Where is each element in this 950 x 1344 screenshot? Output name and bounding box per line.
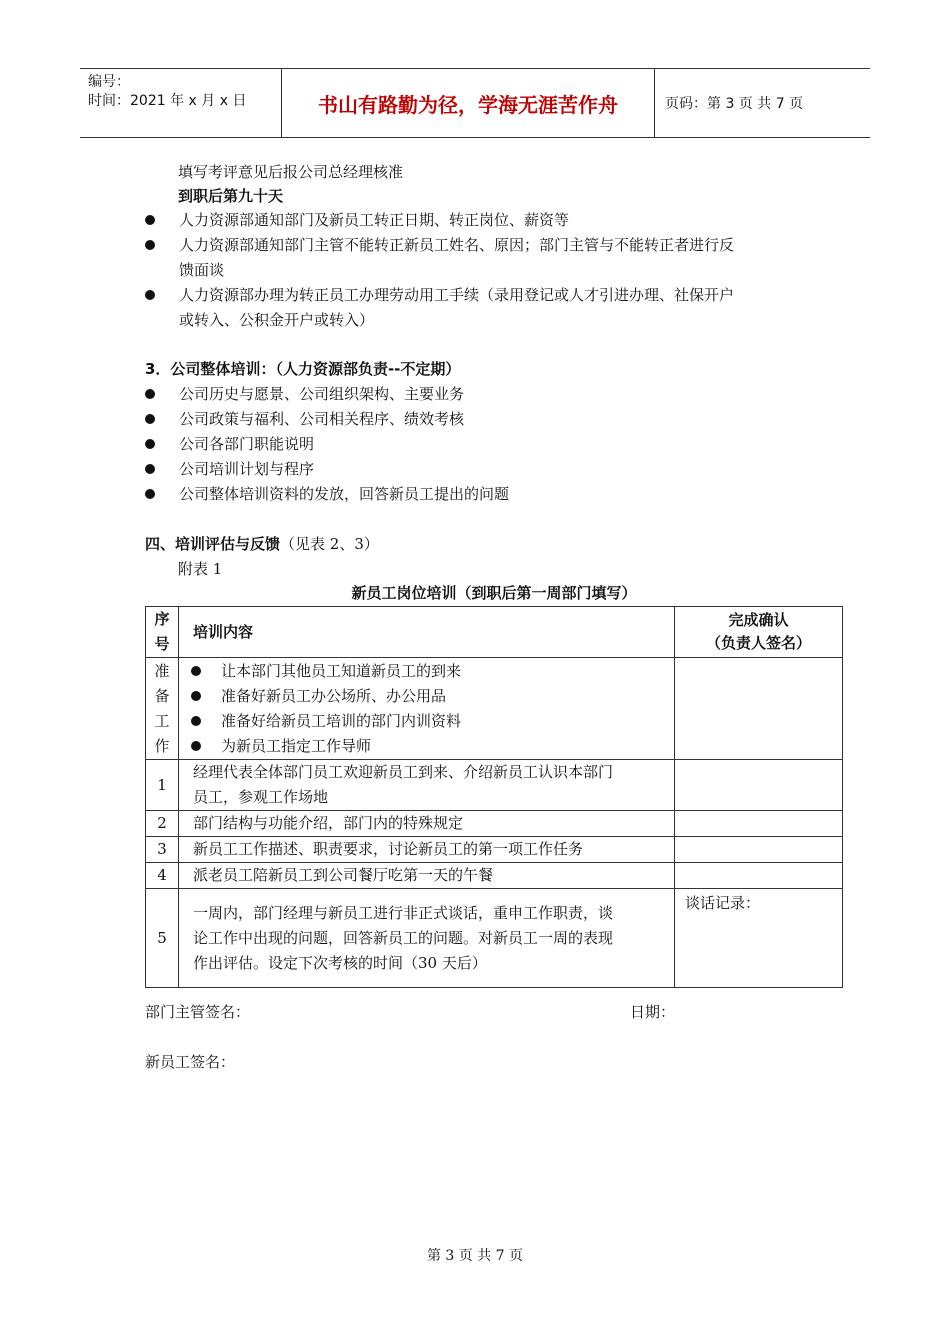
- header-time: 时间：2021 年 x 月 x 日: [88, 93, 247, 109]
- row-content: 部门结构与功能介绍，部门内的特殊规定: [179, 811, 675, 837]
- header-confirm-cell: 完成确认 （负责人签名）: [675, 607, 843, 658]
- section4-heading-line: [145, 532, 379, 556]
- bullet-icon: [145, 414, 155, 424]
- section4-note: （见表 2、3）: [280, 535, 379, 553]
- bullet-icon: [145, 389, 155, 399]
- bullet-icon: [191, 716, 201, 726]
- list-item: 公司整体培训资料的发放，回答新员工提出的问题: [145, 482, 825, 507]
- header-number: 编号：: [88, 74, 130, 90]
- appendix-label: 附表 1: [178, 560, 223, 578]
- row-content: 派老员工陪新员工到公司餐厅吃第一天的午餐: [179, 863, 675, 889]
- header-info: [80, 69, 282, 137]
- header-content-cell: 培训内容: [179, 607, 675, 658]
- header-motto: 书山有路勤为径，学海无涯苦作舟: [282, 69, 655, 137]
- signature-cell[interactable]: [675, 837, 843, 863]
- prep-items-cell: [179, 658, 675, 760]
- signature-cell[interactable]: [675, 863, 843, 889]
- dept-manager-signature: 部门主管签名：: [145, 1003, 251, 1021]
- signature-cell[interactable]: [675, 658, 843, 760]
- date-label: 日期：: [630, 1003, 676, 1021]
- section3-heading: 3．公司整体培训：（人力资源部负责--不定期）: [145, 360, 461, 378]
- bullet-icon: [145, 290, 155, 300]
- bullet-icon: [145, 464, 155, 474]
- list-item: 公司培训计划与程序: [145, 457, 825, 482]
- section4-heading: 四、培训评估与反馈: [145, 535, 281, 553]
- list-item: 准备好给新员工培训的部门内训资料: [189, 709, 668, 734]
- signature-cell[interactable]: [675, 760, 843, 811]
- bullet-icon: [145, 240, 155, 250]
- table-row: [146, 863, 843, 889]
- prep-label-cell: 准 备 工 作: [146, 658, 179, 760]
- list-item: 人力资源部通知部门主管不能转正新员工姓名、原因；部门主管与不能转正者进行反 馈面谈: [145, 233, 825, 283]
- bullet-icon: [191, 691, 201, 701]
- list-item: 让本部门其他员工知道新员工的到来: [189, 659, 668, 684]
- table-row: [146, 889, 843, 988]
- row-num: 4: [146, 863, 179, 889]
- bullet-icon: [145, 489, 155, 499]
- table-row: [146, 837, 843, 863]
- talk-record-label: 谈话记录：: [685, 894, 761, 912]
- table-row: [146, 811, 843, 837]
- page-footer: 第 3 页 共 7 页: [426, 1248, 524, 1264]
- row-num: 3: [146, 837, 179, 863]
- row-content: 新员工工作描述、职责要求，讨论新员工的第一项工作任务: [179, 837, 675, 863]
- table-row: [146, 760, 843, 811]
- table-row-prep: [146, 658, 843, 760]
- bullet-icon: [191, 666, 201, 676]
- body-line-top: 填写考评意见后报公司总经理核准: [178, 163, 404, 181]
- header-num-cell: 序 号: [146, 607, 179, 658]
- list-item: 人力资源部办理为转正员工办理劳动用工手续（录用登记或人才引进办理、社保开户 或转入、公积金开户或转入）: [145, 283, 825, 333]
- row-num: 1: [146, 760, 179, 811]
- bullet-icon: [191, 741, 201, 751]
- table-header-row: [146, 607, 843, 658]
- list-item: 公司历史与愿景、公司组织架构、主要业务: [145, 382, 825, 407]
- talk-record-cell[interactable]: [675, 889, 843, 988]
- list-item: 人力资源部通知部门及新员工转正日期、转正岗位、薪资等: [145, 208, 825, 233]
- list-item: 为新员工指定工作导师: [189, 734, 668, 759]
- table-title: 新员工岗位培训（到职后第一周部门填写）: [351, 584, 637, 602]
- row-content: 一周内，部门经理与新员工进行非正式谈话，重申工作职责，谈 论工作中出现的问题，回答新员工的问题。对新员工一周的表现 作出评估。设定下次考核的时间（30 天后）: [179, 889, 675, 988]
- day90-heading: 到职后第九十天: [178, 187, 284, 205]
- signature-cell[interactable]: [675, 811, 843, 837]
- row-num: 5: [146, 889, 179, 988]
- row-num: 2: [146, 811, 179, 837]
- bullet-icon: [145, 215, 155, 225]
- list-item: 公司各部门职能说明: [145, 432, 825, 457]
- list-item: 准备好新员工办公场所、办公用品: [189, 684, 668, 709]
- row-content: 经理代表全体部门员工欢迎新员工到来、介绍新员工认识本部门 员工，参观工作场地: [179, 760, 675, 811]
- page-header: [80, 68, 870, 138]
- bullet-icon: [145, 439, 155, 449]
- header-page: 页码：第 3 页 共 7 页: [665, 96, 804, 112]
- list-item: 公司政策与福利、公司相关程序、绩效考核: [145, 407, 825, 432]
- new-employee-signature: 新员工签名：: [145, 1053, 236, 1071]
- training-table: [145, 606, 843, 988]
